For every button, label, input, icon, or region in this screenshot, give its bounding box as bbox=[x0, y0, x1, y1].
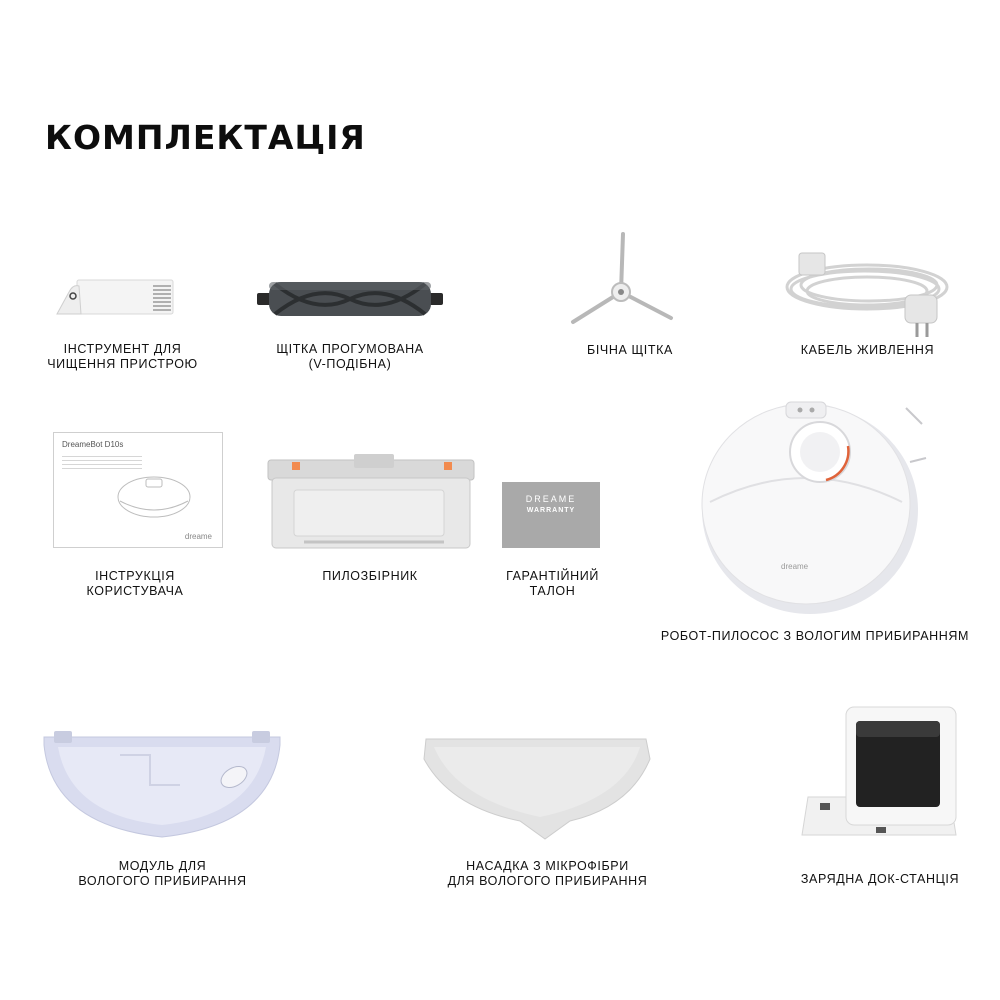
cleaning-tool-label: ІНСТРУМЕНТ ДЛЯ ЧИЩЕННЯ ПРИСТРОЮ bbox=[47, 342, 198, 371]
manual-label: ІНСТРУКЦІЯ КОРИСТУВАЧА bbox=[86, 569, 184, 598]
page-title: КОМПЛЕКТАЦІЯ bbox=[45, 118, 366, 157]
dock-image bbox=[800, 705, 960, 845]
item-warranty bbox=[495, 482, 610, 602]
dustbin-image bbox=[264, 452, 479, 552]
dustbin-label: ПИЛОЗБІРНИК bbox=[322, 569, 418, 583]
manual-cover bbox=[53, 432, 223, 548]
warranty-label: ГАРАНТІЙНИЙ ТАЛОН bbox=[506, 569, 599, 598]
rubber-brush-label: ЩІТКА ПРОГУМОВАНА (V-ПОДІБНА) bbox=[276, 342, 424, 371]
manual-text-lines bbox=[62, 453, 142, 469]
robot-label: РОБОТ-ПИЛОСОС З ВОЛОГИМ ПРИБИРАННЯМ bbox=[660, 629, 970, 643]
item-robot bbox=[655, 380, 975, 655]
robot-brand: dreame bbox=[781, 562, 809, 571]
item-dock bbox=[795, 705, 965, 895]
warranty-card bbox=[502, 482, 600, 548]
rubber-brush-image bbox=[255, 274, 445, 324]
item-mop-module bbox=[35, 715, 290, 895]
dock-label: ЗАРЯДНА ДОК-СТАНЦІЯ bbox=[800, 872, 960, 886]
power-cable-image bbox=[777, 245, 957, 345]
manual-heading: DreameBot D10s bbox=[62, 440, 124, 449]
item-rubber-brush bbox=[250, 270, 450, 380]
microfiber-pad-image bbox=[420, 729, 655, 844]
side-brush-image bbox=[563, 230, 683, 330]
power-cable-label: КАБЕЛЬ ЖИВЛЕННЯ bbox=[800, 343, 935, 357]
manual-brand: dreame bbox=[184, 532, 212, 541]
item-manual bbox=[45, 432, 225, 607]
item-dustbin bbox=[260, 452, 480, 587]
item-cleaning-tool bbox=[40, 270, 205, 380]
mop-module-image bbox=[40, 725, 285, 845]
item-side-brush bbox=[555, 225, 705, 365]
item-power-cable bbox=[775, 240, 960, 365]
microfiber-pad-label: НАСАДКА З МІКРОФІБРИ ДЛЯ ВОЛОГОГО ПРИБИРАННЯ bbox=[447, 859, 648, 888]
robot-image bbox=[700, 380, 930, 620]
manual-robot-sketch bbox=[114, 471, 194, 521]
cleaning-tool-image bbox=[55, 278, 175, 318]
warranty-card-brand: DREAME bbox=[525, 494, 577, 504]
item-microfiber-pad bbox=[420, 725, 675, 895]
side-brush-label: БІЧНА ЩІТКА bbox=[587, 343, 673, 357]
warranty-card-text: WARRANTY bbox=[526, 507, 576, 514]
mop-module-label: МОДУЛЬ ДЛЯ ВОЛОГОГО ПРИБИРАННЯ bbox=[78, 859, 247, 888]
